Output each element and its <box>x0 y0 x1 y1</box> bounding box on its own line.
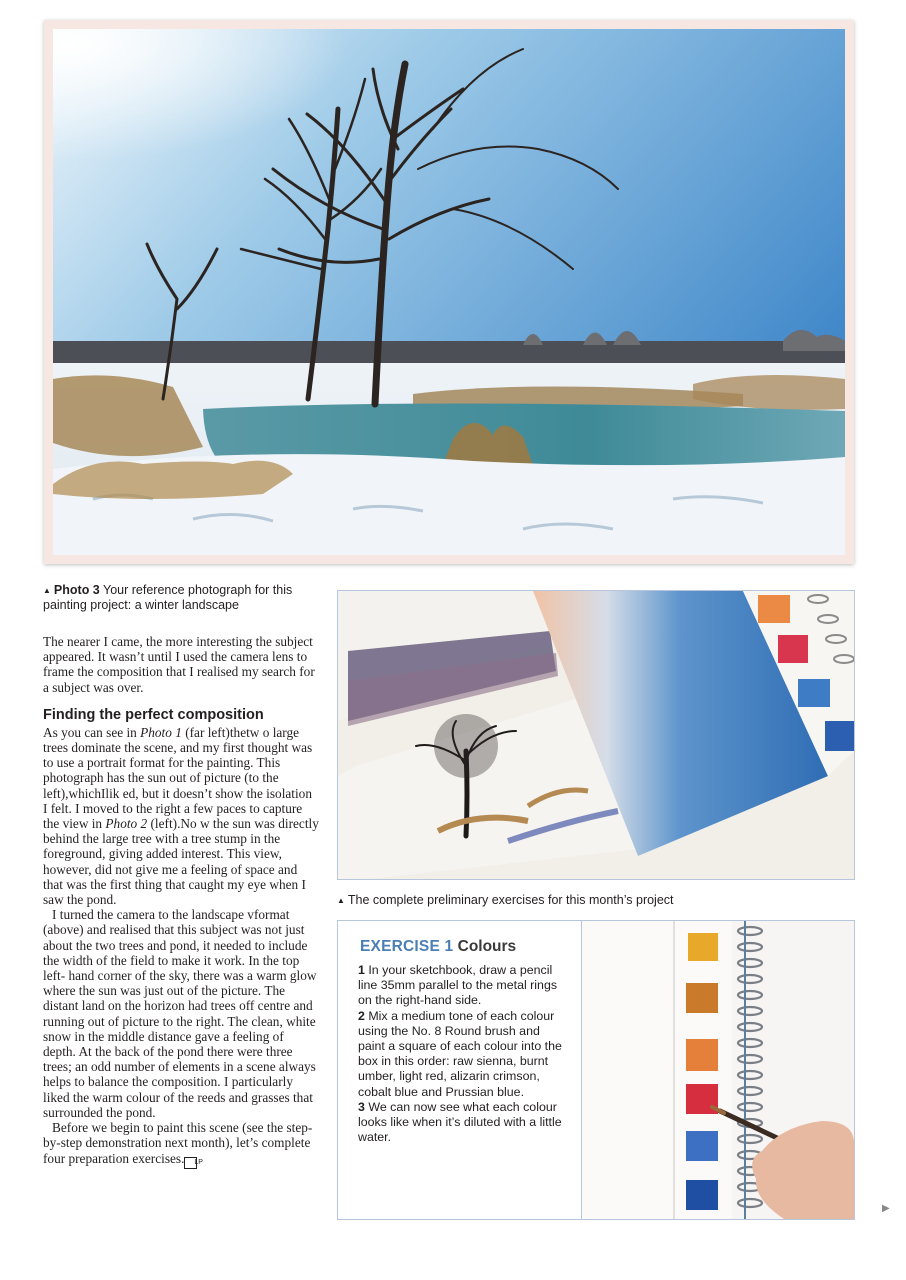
article-body <box>43 634 319 1169</box>
next-page-arrow-icon[interactable]: ▶ <box>882 1203 890 1214</box>
paragraph-2: I turned the camera to the landscape vformat (above) and realised that this subject was not just about the two trees and pond, it needed to include the width of the field to make it work. In the top left- hand corner of the sky, there was a warm glow where the sun was just out of the picture. The distant land on the horizon had trees off centre and running out of picture to the right. The clean, white snow in the middle distance gave a feeling of depth. At the back of the pond there were three trees; an odd number of elements in a scene always helps to balance the composition. I particularly liked the warm colour of the reeds and grasses that surrounded the pond. <box>43 907 317 1120</box>
caption-marker-icon: ▲ <box>43 586 51 595</box>
exercise-step: 2 Mix a medium tone of each colour using the No. 8 Round brush and paint a square of each colour into the box in this order: raw sienna, burnt umber, light red, alizarin crimson, cobalt blue and Prussian blue. <box>358 1008 562 1099</box>
prelim-caption <box>337 893 857 908</box>
exercise-step: 1 In your sketchbook, draw a pencil line 35mm parallel to the metal rings on the right-hand side. <box>358 963 558 1008</box>
swatch-raw-sienna <box>688 933 718 961</box>
section-heading: Finding the perfect composition <box>43 706 264 723</box>
swatch-prussian-blue <box>686 1180 718 1210</box>
prelim-caption-text: The complete preliminary exercises for this month’s project <box>347 893 674 907</box>
intro-paragraph: The nearer I came, the more interesting the subject appeared. It wasn’t until I used the camera lens to frame the composition that I realised my search for a subject was over. <box>43 634 315 695</box>
exercise-step: 3 We can now see what each colour looks like when it’s diluted with a little water. <box>358 1099 562 1145</box>
colour-swatches-photo <box>582 921 854 1219</box>
photo3-label: Photo 3 <box>53 583 100 597</box>
exercise-box <box>337 920 855 1220</box>
photo1-ref: Photo 1 <box>140 724 182 740</box>
paragraph-3: Before we begin to paint this scene (see the step-by-step demonstration next month), let’s complete four preparation exercises. LP <box>43 1120 319 1168</box>
swatch-burnt-umber <box>686 983 718 1013</box>
exercise-instructions <box>338 921 582 1219</box>
winter-landscape-photo <box>53 29 845 555</box>
end-mark-icon: LP <box>184 1157 197 1169</box>
photo3-caption-text: Your reference photograph for this painting project: a winter landscape <box>43 583 293 612</box>
swatch-light-red <box>686 1039 718 1071</box>
preliminary-exercises-photo <box>337 590 855 880</box>
exercise-label: EXERCISE 1 <box>360 938 454 955</box>
exercise-name: Colours <box>457 938 517 955</box>
exercise-steps <box>358 963 568 1145</box>
paragraph-1: As you can see in Photo 1 (far left)thetw o large trees dominate the scene, and my first thought was to use a portrait format for the painting. This photograph has the sun out of picture (to the left),whichIlik ed, but it doesn’t show the isolation I felt. I moved to the right a few paces to capture the view in Photo 2 (left).No w the sun was directly behind the large tree with a tree stump in the foreground, giving added interest. This view, however, did not give me a feeling of space and that was the first thing that caught my eye when I saw the pond. <box>43 724 319 908</box>
caption-marker-icon: ▲ <box>337 896 345 905</box>
exercise-title <box>360 938 516 956</box>
photo3-caption <box>43 583 323 613</box>
photo2-ref: Photo 2 <box>105 816 148 832</box>
swatch-cobalt-blue <box>686 1131 718 1161</box>
